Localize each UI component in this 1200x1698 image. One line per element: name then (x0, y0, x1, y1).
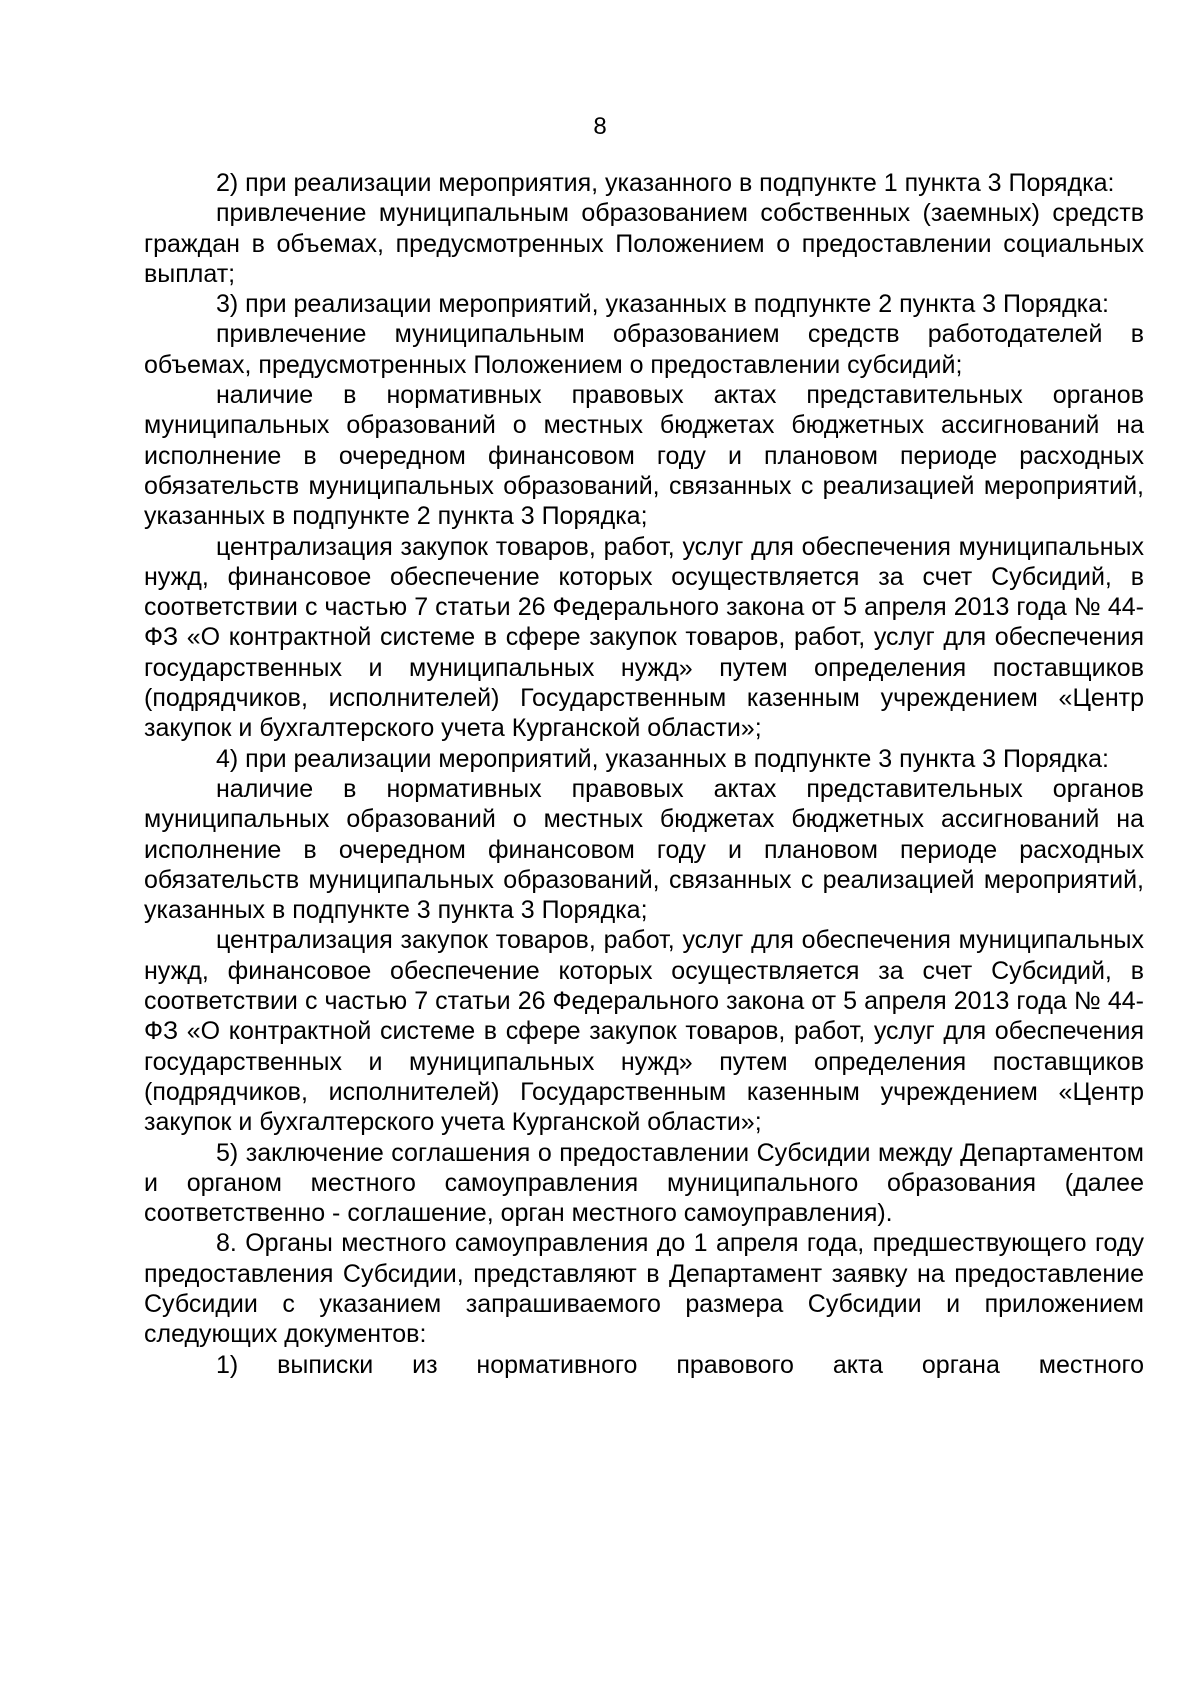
paragraph-item-2-heading: 2) при реализации мероприятия, указанного в подпункте 1 пункта 3 Порядка: (216, 169, 1115, 197)
paragraph-procurement-centralization-1: централизация закупок товаров, работ, услуг для обеспечения муниципальных нужд, финансовое обеспечение которых осуществляется за счет Субсидий, в соответствии с частью 7 статьи 26 Федерального закона от 5 апреля 2013 года № 44-ФЗ «О контрактной системе в сфере закупок товаров, работ, услуг для обеспечения государственных и муниципальных нужд» путем определения поставщиков (подрядчиков, исполнителей) Государственным казенным учреждением «Центр закупок и бухгалтерского учета Курганской области»; (144, 532, 1144, 743)
paragraph-citizen-funds: привлечение муниципальным образованием собственных (заемных) средств граждан в объемах, предусмотренных Положением о предоставлении социальных выплат; (144, 199, 1144, 288)
paragraph-procurement-centralization-2: централизация закупок товаров, работ, услуг для обеспечения муниципальных нужд, финансовое обеспечение которых осуществляется за счет Субсидий, в соответствии с частью 7 статьи 26 Федерального закона от 5 апреля 2013 года № 44-ФЗ «О контрактной системе в сфере закупок товаров, работ, услуг для обеспечения государственных и муниципальных нужд» путем определения поставщиков (подрядчиков, исполнителей) Государственным казенным учреждением «Центр закупок и бухгалтерского учета Курганской области»; (144, 926, 1144, 1137)
paragraph-budget-allocations-2: наличие в нормативных правовых актах представительных органов муниципальных образований о местных бюджетах бюджетных ассигнований на исполнение в очередном финансовом году и плановом периоде расходных обязательств муниципальных образований, связанных с реализацией мероприятий, указанных в подпункте 3 пункта 3 Порядка; (144, 774, 1144, 925)
paragraph-section-8-application: 8. Органы местного самоуправления до 1 апреля года, предшествующего году предоставления Субсидии, представляют в Департамент заявку на предоставление Субсидии с указанием запрашиваемого размера Субсидии и приложением следующих документов: (144, 1229, 1144, 1349)
document-body (144, 168, 1144, 1380)
page-number: 8 (593, 113, 607, 140)
paragraph-item-4-heading: 4) при реализации мероприятий, указанных в подпункте 3 пункта 3 Порядка: (216, 744, 1109, 773)
paragraph-budget-allocations-1: наличие в нормативных правовых актах представительных органов муниципальных образований о местных бюджетах бюджетных ассигнований на исполнение в очередном финансовом году и плановом периоде расходных обязательств муниципальных образований, связанных с реализацией мероприятий, указанных в подпункте 2 пункта 3 Порядка; (144, 381, 1144, 531)
paragraph-employer-funds: привлечение муниципальным образованием средств работодателей в объемах, предусмотренных Положением о предоставлении субсидий; (144, 320, 1144, 379)
paragraph-item-1-extracts: 1) выписки из нормативного правового акта органа местного (216, 1350, 1144, 1379)
paragraph-item-5-agreement: 5) заключение соглашения о предоставлении Субсидии между Департаментом и органом местного самоуправления муниципального образования (далее соответственно - соглашение, орган местного самоуправления). (144, 1138, 1144, 1228)
paragraph-item-3-heading: 3) при реализации мероприятий, указанных в подпункте 2 пункта 3 Порядка: (216, 290, 1109, 319)
